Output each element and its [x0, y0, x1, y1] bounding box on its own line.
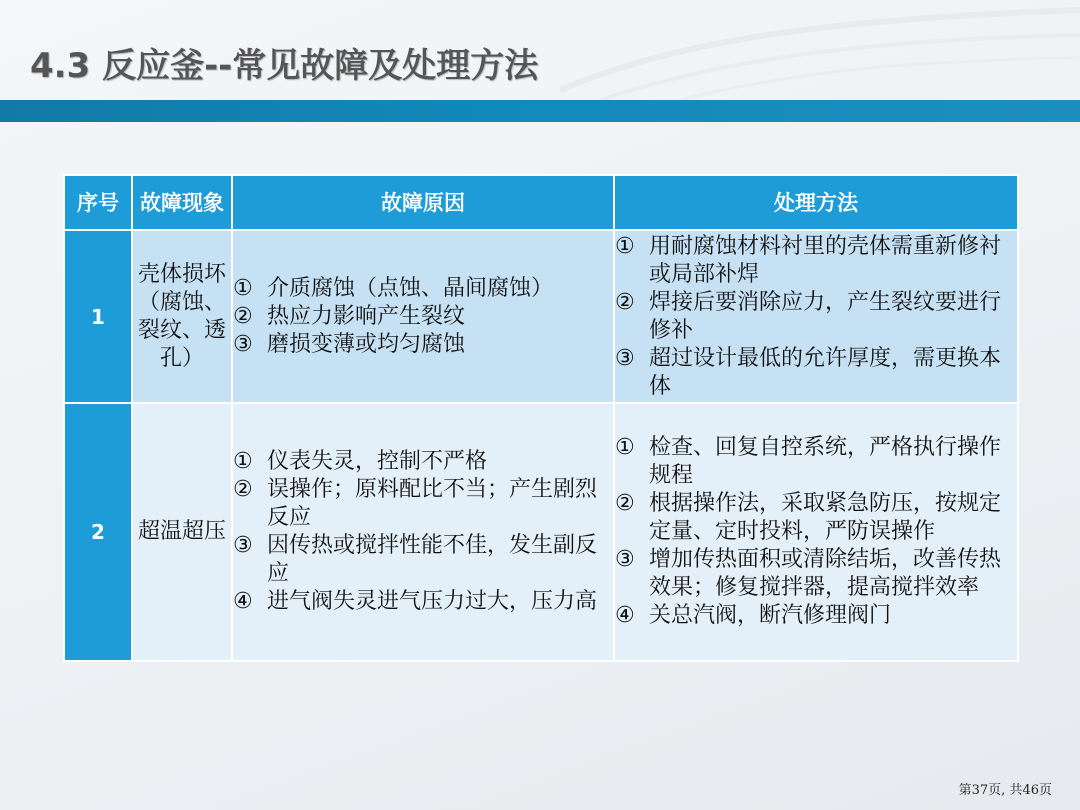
row-causes: [232, 403, 614, 661]
item-number: ③: [615, 345, 635, 371]
fault-table: [63, 174, 1019, 662]
method-item: [615, 233, 1017, 289]
item-text: 介质腐蚀（点蚀、晶间腐蚀）: [267, 275, 554, 301]
cause-item: [233, 275, 613, 303]
cause-item: [233, 588, 613, 616]
cause-item: [233, 303, 613, 331]
item-text: 关总汽阀，断汽修理阀门: [649, 603, 892, 628]
item-text: 超过设计最低的允许厚度，需更换本体: [649, 345, 1002, 399]
item-text: 检查、回复自控系统，严格执行操作规程: [649, 435, 1002, 488]
item-number: ③: [233, 331, 253, 357]
title-underline-bar: [0, 100, 1080, 122]
method-item: [615, 289, 1017, 345]
header-cause: 故障原因: [232, 175, 614, 230]
item-text: 焊接后要消除应力，产生裂纹要进行修补: [649, 289, 1002, 343]
cause-item: [233, 532, 613, 588]
header-method: 处理方法: [614, 175, 1018, 230]
item-number: ②: [233, 303, 253, 329]
method-item: [615, 490, 1017, 546]
cause-item: [233, 476, 613, 532]
item-number: ④: [233, 589, 253, 614]
item-number: ②: [615, 491, 635, 516]
table-header-row: [64, 175, 1018, 230]
row-methods: [614, 230, 1018, 403]
slide-title: 4.3 反应釜--常见故障及处理方法: [30, 46, 539, 86]
item-text: 磨损变薄或均匀腐蚀: [267, 331, 466, 357]
row-index: 2: [64, 403, 132, 661]
item-text: 用耐腐蚀材料衬里的壳体需重新修衬或局部补焊: [649, 233, 1002, 287]
item-text: 进气阀失灵进气压力过大，压力高: [267, 589, 598, 614]
item-text: 热应力影响产生裂纹: [267, 303, 466, 329]
item-number: ③: [615, 547, 635, 572]
row-methods: [614, 403, 1018, 661]
row-causes: [232, 230, 614, 403]
table-row: [64, 230, 1018, 403]
row-symptom: 壳体损坏（腐蚀、裂纹、透孔）: [132, 230, 232, 403]
row-index: 1: [64, 230, 132, 403]
item-number: ①: [615, 233, 635, 259]
header-index: 序号: [64, 175, 132, 230]
item-text: 因传热或搅拌性能不佳，发生副反应: [267, 533, 598, 586]
item-number: ①: [233, 275, 253, 301]
table-row: [64, 403, 1018, 661]
item-text: 增加传热面积或清除结垢，改善传热效果；修复搅拌器，提高搅拌效率: [649, 547, 1002, 600]
item-number: ③: [233, 533, 253, 558]
method-item: [615, 546, 1017, 602]
item-number: ①: [233, 449, 253, 474]
item-number: ②: [233, 477, 253, 502]
item-text: 误操作；原料配比不当；产生剧烈反应: [267, 477, 598, 530]
cause-item: [233, 331, 613, 359]
item-number: ④: [615, 603, 635, 628]
method-item: [615, 602, 1017, 630]
decorative-background-lines: [560, 0, 1080, 100]
item-number: ②: [615, 289, 635, 315]
page-number: 第37页, 共46页: [958, 783, 1052, 798]
method-item: [615, 434, 1017, 490]
header-symptom: 故障现象: [132, 175, 232, 230]
item-text: 仪表失灵，控制不严格: [267, 449, 488, 474]
cause-item: [233, 448, 613, 476]
row-symptom: 超温超压: [132, 403, 232, 661]
item-text: 根据操作法，采取紧急防压，按规定定量、定时投料，严防误操作: [649, 491, 1002, 544]
method-item: [615, 345, 1017, 401]
item-number: ①: [615, 435, 635, 460]
